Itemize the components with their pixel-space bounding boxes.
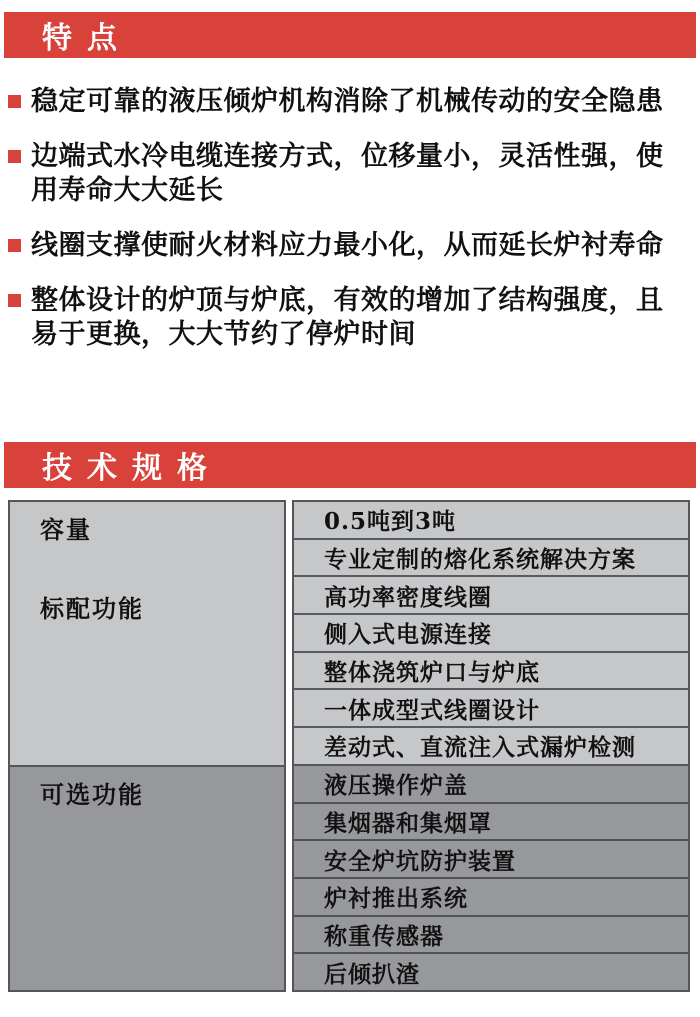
table-row bbox=[294, 688, 688, 726]
table-row bbox=[294, 575, 688, 613]
spec-value: 专业定制的熔化系统解决方案 bbox=[324, 546, 636, 574]
specs-section-header bbox=[4, 442, 696, 488]
spec-table-left-column bbox=[8, 500, 286, 992]
bullet-square-icon bbox=[8, 294, 21, 307]
features-list bbox=[8, 85, 690, 352]
table-row-capacity bbox=[294, 502, 688, 538]
feature-text: 整体设计的炉顶与炉底，有效的增加了结构强度，且易于更换，大大节约了停炉时间 bbox=[31, 285, 664, 350]
standard-features-label: 标配功能 bbox=[40, 594, 144, 623]
spec-value: 液压操作炉盖 bbox=[324, 772, 468, 800]
table-row bbox=[294, 538, 688, 576]
spec-value: 0.5吨到3吨 bbox=[324, 508, 457, 536]
spec-value: 后倾扒渣 bbox=[324, 960, 420, 988]
optional-features-label: 可选功能 bbox=[40, 780, 144, 809]
spec-value: 炉衬推出系统 bbox=[324, 885, 468, 913]
bullet-square-icon bbox=[8, 239, 21, 252]
spec-value: 差动式、直流注入式漏炉检测 bbox=[324, 734, 636, 762]
spec-value: 侧入式电源连接 bbox=[324, 621, 492, 649]
table-row bbox=[294, 877, 688, 915]
feature-text: 稳定可靠的液压倾炉机构消除了机械传动的安全隐患 bbox=[31, 86, 664, 117]
spec-value: 安全炉坑防护装置 bbox=[324, 847, 516, 875]
page bbox=[0, 12, 700, 1017]
bullet-square-icon bbox=[8, 150, 21, 163]
table-row bbox=[294, 613, 688, 651]
spec-value: 高功率密度线圈 bbox=[324, 583, 492, 611]
table-row bbox=[294, 839, 688, 877]
list-item bbox=[8, 229, 690, 263]
feature-text: 线圈支撑使耐火材料应力最小化，从而延长炉衬寿命 bbox=[31, 230, 664, 261]
table-row bbox=[294, 915, 688, 953]
list-item bbox=[8, 85, 690, 119]
table-row bbox=[294, 726, 688, 764]
optional-group-cell bbox=[10, 765, 284, 990]
spec-table bbox=[8, 500, 690, 992]
spec-value: 整体浇筑炉口与炉底 bbox=[324, 659, 540, 687]
table-row bbox=[294, 651, 688, 689]
standard-group-cell bbox=[10, 502, 284, 765]
table-row bbox=[294, 802, 688, 840]
spec-value: 集烟器和集烟罩 bbox=[324, 809, 492, 837]
features-section-header bbox=[4, 12, 696, 58]
list-item bbox=[8, 140, 690, 208]
spec-value: 一体成型式线圈设计 bbox=[324, 696, 540, 724]
specs-title: 技术规格 bbox=[42, 451, 222, 486]
spec-table-right-column bbox=[292, 500, 690, 992]
table-row bbox=[294, 764, 688, 802]
features-title: 特点 bbox=[42, 21, 132, 56]
spec-value: 称重传感器 bbox=[324, 922, 444, 950]
capacity-label: 容量 bbox=[40, 515, 92, 544]
feature-text: 边端式水冷电缆连接方式，位移量小，灵活性强，使用寿命大大延长 bbox=[31, 141, 664, 206]
bullet-square-icon bbox=[8, 95, 21, 108]
list-item bbox=[8, 284, 690, 352]
table-row bbox=[294, 952, 688, 990]
